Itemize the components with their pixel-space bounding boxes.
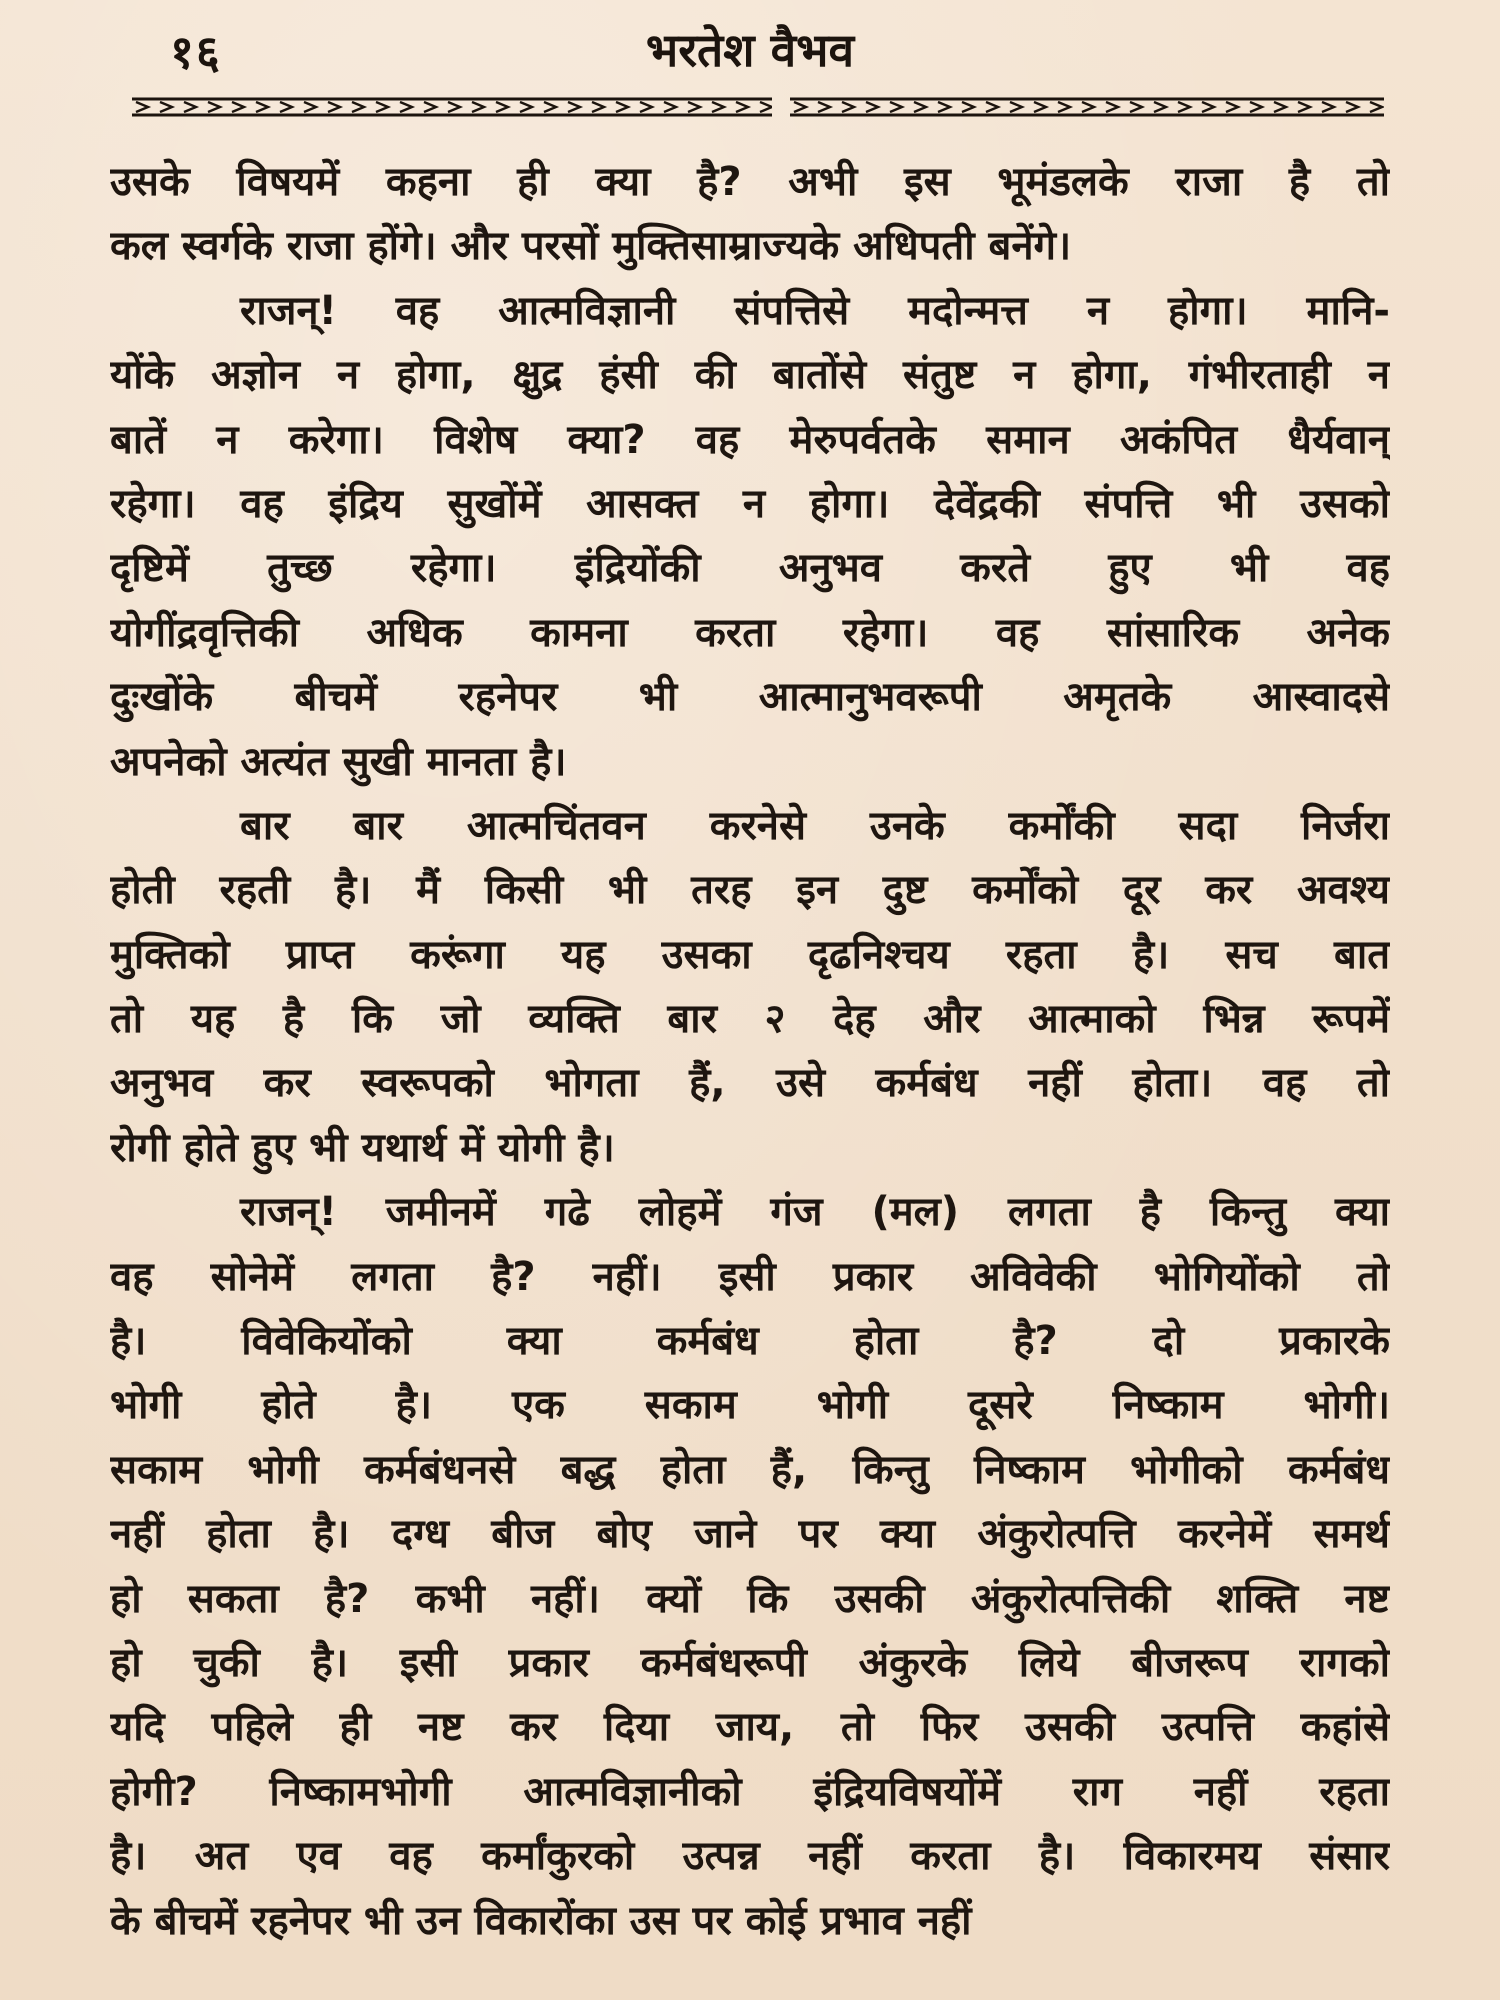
rule-chevron — [688, 102, 700, 112]
text-line: हो सकता है? कभी नहीं। क्यों कि उसकी अंकुरोत्पत्तिकी शक्ति नष्ट — [110, 1575, 1390, 1622]
rule-chevron — [736, 102, 748, 112]
text-line: होगी? निष्कामभोगी आत्मविज्ञानीको इंद्रियविषयोंमें राग नहीं रहता — [110, 1768, 1390, 1815]
ornamental-rule-left — [132, 96, 772, 118]
rule-chevron — [544, 102, 556, 112]
text-line: दृष्टिमें तुच्छ रहेगा। इंद्रियोंकी अनुभव करते हुए भी वह — [110, 545, 1390, 592]
rule-chevron — [1034, 102, 1046, 112]
text-line: सकाम भोगी कर्मबंधनसे बद्ध होता हैं, किन्तु निष्काम भोगीको कर्मबंध — [110, 1446, 1390, 1493]
text-line: तो यह है कि जो व्यक्ति बार २ देह और आत्माको भिन्न रूपमें — [110, 996, 1390, 1043]
text-line: है। विवेकियोंको क्या कर्मबंध होता है? दो प्रकारके — [110, 1318, 1390, 1365]
rule-chevron — [818, 102, 830, 112]
rule-chevron — [376, 102, 388, 112]
rule-chevron — [664, 102, 676, 112]
rule-chevron — [1370, 102, 1382, 112]
text-line: रहेगा। वह इंद्रिय सुखोंमें आसक्त न होगा। देवेंद्रकी संपत्ति भी उसको — [110, 480, 1390, 527]
rule-chevron — [1154, 102, 1166, 112]
rule-chevron — [304, 102, 316, 112]
rule-chevron — [794, 102, 806, 112]
text-line: हो चुकी है। इसी प्रकार कर्मबंधरूपी अंकुरके लिये बीजरूप रागको — [110, 1639, 1390, 1686]
rule-chevron — [914, 102, 926, 112]
rule-chevron — [1106, 102, 1118, 112]
rule-chevron — [1226, 102, 1238, 112]
text-line: यदि पहिले ही नष्ट कर दिया जाय, तो फिर उसकी उत्पत्ति कहांसे — [110, 1704, 1390, 1751]
rule-chevron — [568, 102, 580, 112]
rule-chevron — [496, 102, 508, 112]
rule-chevron — [1322, 102, 1334, 112]
rule-chevron — [184, 102, 196, 112]
text-line: दुःखोंके बीचमें रहनेपर भी आत्मानुभवरूपी अमृतके आस्वादसे — [110, 674, 1390, 721]
text-line: मुक्तिको प्राप्त करूंगा यह उसका दृढनिश्चय रहता है। सच बात — [110, 931, 1390, 978]
rule-chevron — [616, 102, 628, 112]
rule-chevron — [520, 102, 532, 112]
rule-chevron — [424, 102, 436, 112]
text-line: राजन्! वह आत्मविज्ञानी संपत्तिसे मदोन्मत्त न होगा। मानि- — [240, 287, 1390, 334]
rule-chevron — [232, 102, 244, 112]
rule-chevron — [760, 102, 772, 112]
rule-chevron — [1082, 102, 1094, 112]
rule-chevron — [640, 102, 652, 112]
body-text — [110, 150, 1390, 1953]
text-line: बार बार आत्मचिंतवन करनेसे उनके कर्मोंकी सदा निर्जरा — [240, 802, 1390, 849]
rule-chevron — [328, 102, 340, 112]
rule-chevron — [256, 102, 268, 112]
paragraph — [110, 279, 1390, 794]
text-line: वह सोनेमें लगता है? नहीं। इसी प्रकार अविवेकी भोगियोंको तो — [110, 1253, 1390, 1300]
rule-chevron — [280, 102, 292, 112]
rule-chevron — [1346, 102, 1358, 112]
rule-chevron — [1274, 102, 1286, 112]
rule-chevron — [712, 102, 724, 112]
text-line: के बीचमें रहनेपर भी उन विकारोंका उस पर कोई प्रभाव नहीं — [110, 1897, 972, 1944]
rule-chevron — [400, 102, 412, 112]
text-line: अनुभव कर स्वरूपको भोगता हैं, उसे कर्मबंध नहीं होता। वह तो — [110, 1060, 1390, 1107]
rule-chevron — [938, 102, 950, 112]
text-line: होती रहती है। मैं किसी भी तरह इन दुष्ट कर्मोंको दूर कर अवश्य — [110, 867, 1390, 914]
rule-chevron — [472, 102, 484, 112]
rule-chevron — [160, 102, 172, 112]
rule-chevron — [1202, 102, 1214, 112]
paragraph — [110, 150, 1390, 279]
rule-chevron — [136, 102, 148, 112]
rule-chevron — [1130, 102, 1142, 112]
rule-chevron — [1178, 102, 1190, 112]
rule-chevron — [1010, 102, 1022, 112]
text-line: बातें न करेगा। विशेष क्या? वह मेरुपर्वतके समान अकंपित धैर्यवान् — [110, 416, 1390, 463]
text-line: रोगी होते हुए भी यथार्थ में योगी है। — [110, 1124, 615, 1171]
page-number: १६ — [170, 25, 222, 79]
text-line: नहीं होता है। दग्ध बीज बोए जाने पर क्या अंकुरोत्पत्ति करनेमें समर्थ — [110, 1511, 1390, 1558]
text-line: राजन्! जमीनमें गढे लोहमें गंज (मल) लगता है किन्तु क्या — [240, 1189, 1390, 1236]
page-header — [0, 14, 1500, 79]
rule-chevron — [842, 102, 854, 112]
running-title: भरतेश वैभव — [645, 23, 855, 77]
text-line: अपनेको अत्यंत सुखी मानता है। — [110, 738, 567, 785]
text-line: योंके अज्ञोन न होगा, क्षुद्र हंसी की बातोंसे संतुष्ट न होगा, गंभीरताही न — [110, 352, 1390, 399]
rule-chevron — [352, 102, 364, 112]
ornamental-rule-right — [790, 96, 1384, 118]
paragraph — [110, 1180, 1390, 1953]
text-line: है। अत एव वह कर्मांकुरको उत्पन्न नहीं करता है। विकारमय संसार — [110, 1833, 1390, 1880]
rule-chevron — [1250, 102, 1262, 112]
rule-chevron — [962, 102, 974, 112]
rule-chevron — [208, 102, 220, 112]
rule-chevron — [866, 102, 878, 112]
text-line: योगींद्रवृत्तिकी अधिक कामना करता रहेगा। वह सांसारिक अनेक — [110, 609, 1390, 656]
rule-chevron — [448, 102, 460, 112]
rule-chevron — [1298, 102, 1310, 112]
text-line: कल स्वर्गके राजा होंगे। और परसों मुक्तिसाम्राज्यके अधिपती बनेंगे। — [110, 223, 1072, 270]
text-line: उसके विषयमें कहना ही क्या है? अभी इस भूमंडलके राजा है तो — [110, 159, 1390, 205]
rule-chevron — [890, 102, 902, 112]
rule-chevron — [592, 102, 604, 112]
text-line: भोगी होते है। एक सकाम भोगी दूसरे निष्काम भोगी। — [110, 1382, 1390, 1429]
paragraph — [110, 794, 1390, 1180]
rule-chevron — [1058, 102, 1070, 112]
rule-chevron — [986, 102, 998, 112]
